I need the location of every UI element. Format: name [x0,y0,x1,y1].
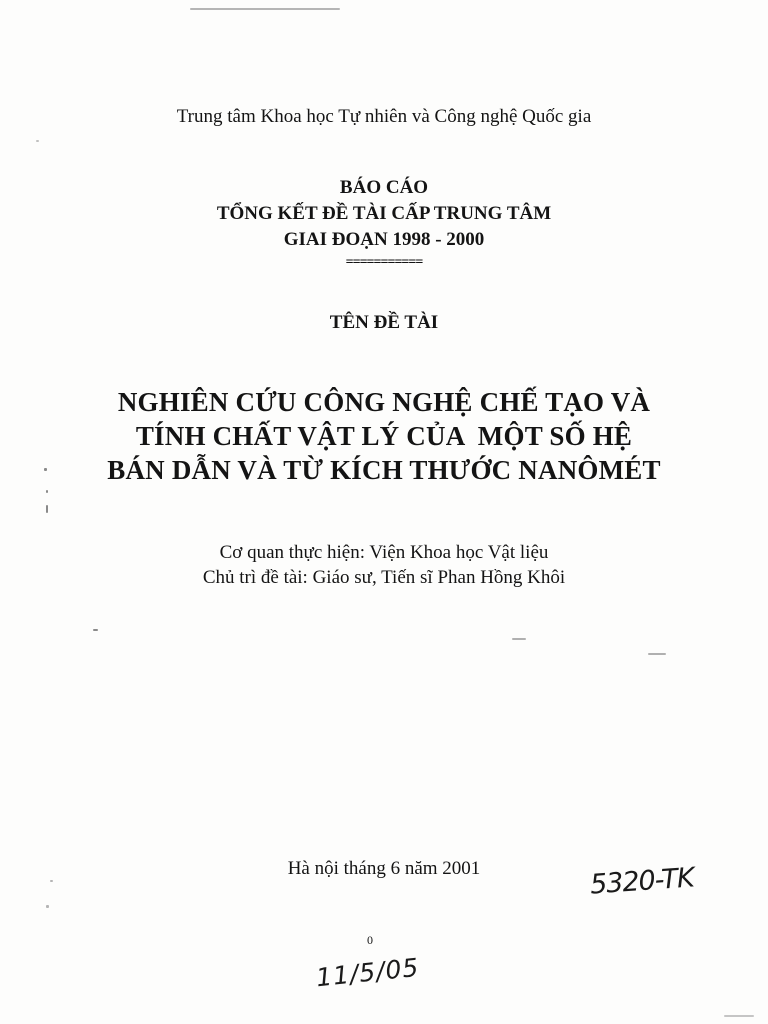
scan-speck [93,629,98,631]
handwritten-date: 11/5/05 [314,952,421,993]
report-heading-line-2: TỔNG KẾT ĐỀ TÀI CẤP TRUNG TÂM [216,203,552,224]
scan-speck [512,638,526,640]
report-heading-line-3: GIAI ĐOẠN 1998 - 2000 [283,229,485,250]
organization-block [0,540,768,590]
title-line-1: NGHIÊN CỨU CÔNG NGHỆ CHẾ TẠO VÀ [117,387,651,417]
title-line-2: TÍNH CHẤT VẬT LÝ CỦA MỘT SỐ HỆ [135,421,633,451]
place-and-date: Hà nội tháng 6 năm 2001 [287,858,481,879]
scan-speck [724,1015,754,1017]
document-title [0,385,768,487]
report-heading [0,175,768,253]
scan-speck [46,490,48,493]
scan-speck [36,140,39,142]
title-line-3: BÁN DẪN VÀ TỪ KÍCH THƯỚC NANÔMÉT [107,455,661,485]
institution-name: Trung tâm Khoa học Tự nhiên và Công nghệ Quốc gia [176,106,592,127]
report-heading-line-1: BÁO CÁO [339,177,429,198]
page-mark: 0 [367,933,373,947]
scan-speck [50,880,53,882]
topic-label: TÊN ĐỀ TÀI [329,312,439,333]
scan-speck [648,653,666,655]
implementing-agency: Cơ quan thực hiện: Viện Khoa học Vật liệu [219,542,549,563]
scan-speck [44,468,47,471]
handwritten-code: 5320-TK [589,862,695,901]
scan-speck [190,8,340,10]
scan-speck [46,505,48,513]
project-leader: Chủ trì đề tài: Giáo sư, Tiến sĩ Phan Hồng Khôi [202,567,566,588]
scan-speck [46,905,49,908]
heading-divider: =========== [345,255,423,270]
